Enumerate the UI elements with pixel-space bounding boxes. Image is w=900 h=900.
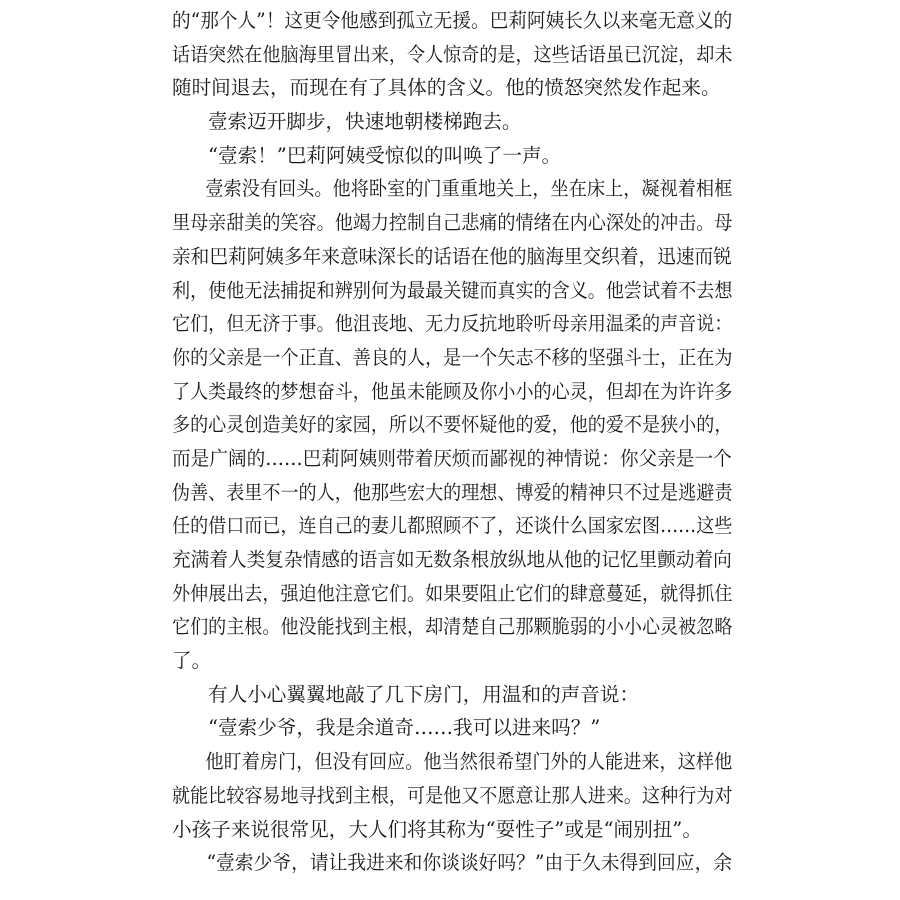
text-line: 壹索没有回头。他将卧室的门重重地关上，坐在床上，凝视着相框 [205,177,733,201]
text-line: 小孩子来说很常见，大人们将其称为“耍性子”或是“闹别扭”。 [172,817,702,841]
text-line: 他盯着房门，但没有回应。他当然很希望门外的人能进来，这样他 [205,750,733,774]
text-line: “壹索少爷，我是余道奇……我可以进来吗？” [208,716,601,740]
text-line: 任的借口而已，连自己的妻儿都照顾不了，还谈什么国家宏图……这些 [172,514,733,538]
text-line: 它们的主根。他没能找到主根，却清楚自己那颗脆弱的小小心灵被忽略 [172,615,733,639]
text-line: 话语突然在他脑海里冒出来，令人惊奇的是，这些话语虽已沉淀，却未 [172,42,733,66]
text-line: “壹索少爷，请让我进来和你谈谈好吗？”由于久未得到回应，余 [206,851,733,875]
text-line: 伪善、表里不一的人，他那些宏大的理想、博爱的精神只不过是逃避责 [172,480,733,504]
body-text [172,4,732,880]
text-line: 充满着人类复杂情感的语言如无数条根放纵地从他的记忆里颤动着向 [172,548,732,571]
text-line: 亲和巴莉阿姨多年来意味深长的话语在他的脑海里交织着，迅速而锐 [172,244,732,268]
text-line: “壹索！”巴莉阿姨受惊似的叫唤了一声。 [208,143,562,167]
text-line: 多的心灵创造美好的家园，所以不要怀疑他的爱，他的爱不是狭小的， [172,413,733,437]
text-line: 有人小心翼翼地敲了几下房门，用温和的声音说： [208,682,640,706]
text-line: 而是广阔的……巴莉阿姨则带着厌烦而鄙视的神情说：你父亲是一个 [172,446,732,470]
text-line: 里母亲甜美的笑容。他竭力控制自己悲痛的情绪在内心深处的冲击。母 [172,211,733,235]
text-line: 壹索迈开脚步，快速地朝楼梯跑去。 [208,110,522,134]
text-line: 外伸展出去，强迫他注意它们。如果要阻止它们的肆意蔓延，就得抓住 [172,581,733,605]
text-line: 随时间退去，而现在有了具体的含义。他的愤怒突然发作起来。 [172,76,721,100]
text-line: 了人类最终的梦想奋斗，他虽未能顾及你小小的心灵，但却在为许许多 [172,379,733,403]
text-line: 了。 [172,649,212,673]
text-line: 就能比较容易地寻找到主根，可是他又不愿意让那人进来。这种行为对 [172,783,733,807]
text-line: 它们，但无济于事。他沮丧地、无力反抗地聆听母亲用温柔的声音说： [172,312,733,336]
text-line: 利，使他无法捕捉和辨别何为最最关键而真实的含义。他尝试着不去想 [172,278,733,302]
text-line: 的“那个人”！这更令他感到孤立无援。巴莉阿姨长久以来毫无意义的 [172,9,733,32]
text-line: 你的父亲是一个正直、善良的人，是一个矢志不移的坚强斗士，正在为 [172,345,733,369]
